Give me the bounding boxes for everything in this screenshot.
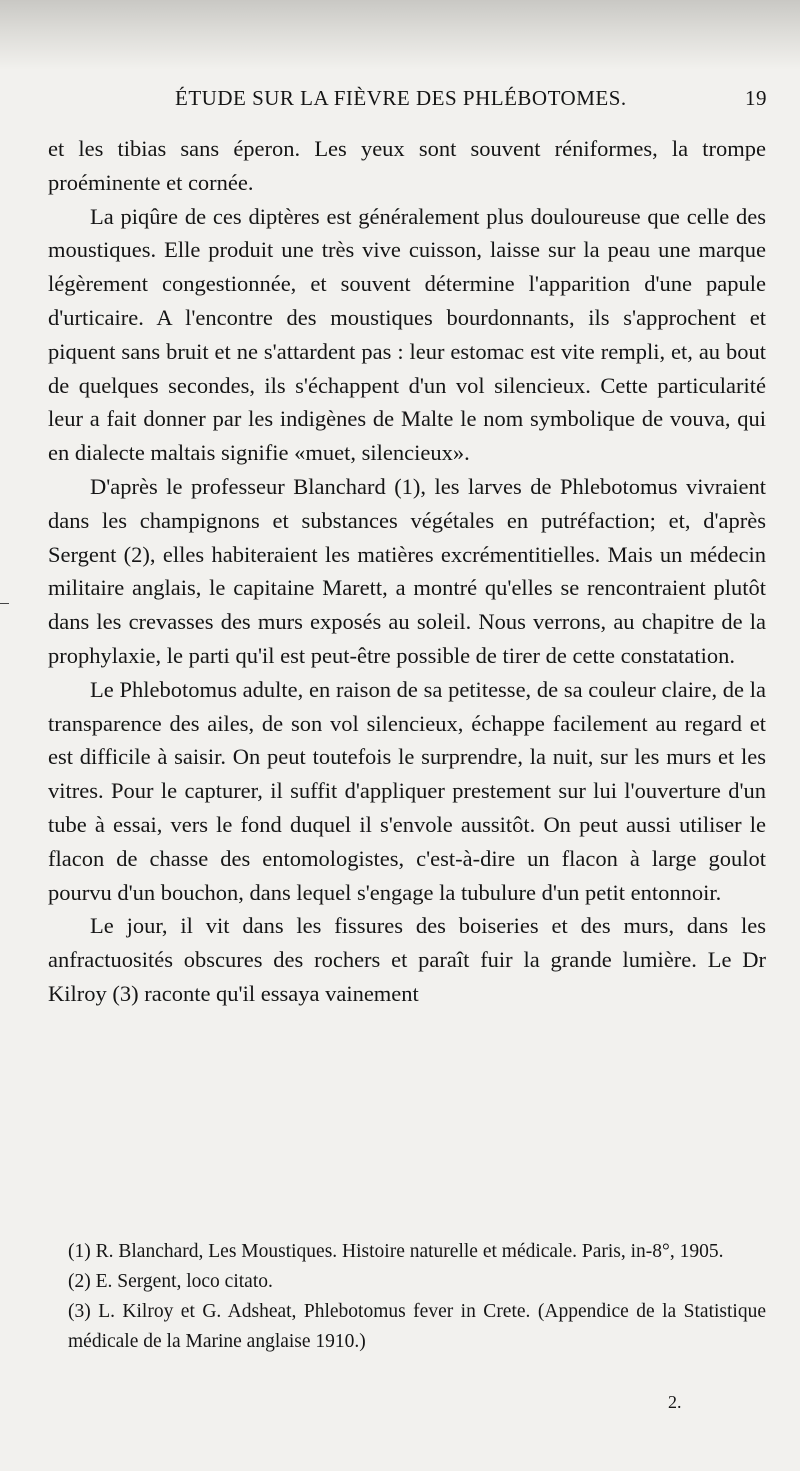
footnote-3: (3) L. Kilroy et G. Adsheat, Phlebotomus fever in Crete. (Appendice de la Statistique médicale de la Marine anglaise 1910.)	[68, 1301, 766, 1352]
running-title: ÉTUDE SUR LA FIÈVRE DES PHLÉBOTOMES.	[175, 86, 627, 110]
paragraph-4: Le Phlebotomus adulte, en raison de sa petitesse, de sa couleur claire, de la transparence des ailes, de son vol silencieux, échappe facilement au regard et est difficile à saisir. On peut toutefois le surprendre, la nuit, sur les murs et les vitres. Pour le capturer, il suffit d'appliquer prestement sur lui l'ouverture d'un tube à essai, vers le fond duquel il s'envole aussitôt. On peut aussi utiliser le flacon de chasse des entomologistes, c'est-à-dire un flacon à large goulot pourvu d'un bouchon, dans lequel s'engage la tubulure d'un petit entonnoir.	[48, 676, 766, 905]
paragraph-5: Le jour, il vit dans les fissures des boiseries et des murs, dans les anfractuosités obscures des rochers et paraît fuir la grande lumière. Le Dr Kilroy (3) raconte qu'il essaya vainement	[48, 913, 766, 1006]
footnote-2: (2) E. Sergent, loco citato.	[68, 1271, 273, 1292]
scan-shadow	[0, 0, 800, 70]
footnote-1: (1) R. Blanchard, Les Moustiques. Histoire naturelle et médicale. Paris, in-8°, 1905.	[68, 1241, 724, 1262]
running-header	[0, 86, 800, 116]
paragraph-2: La piqûre de ces diptères est généralement plus douloureuse que celle des moustiques. Elle produit une très vive cuisson, laisse sur la peau une marque légèrement congestionnée, et souvent détermine l'apparition d'une papule d'urticaire. A l'encontre des moustiques bourdonnants, ils s'approchent et piquent sans bruit et ne s'attardent pas : leur estomac est vite rempli, et, au bout de quelques secondes, ils s'échappent d'un vol silencieux. Cette particularité leur a fait donner par les indigènes de Malte le nom symbolique de vouva, qui en dialecte maltais signifie «muet, silencieux».	[48, 203, 766, 466]
main-text	[48, 132, 766, 1011]
paragraph-3: D'après le professeur Blanchard (1), les larves de Phlebotomus vivraient dans les champignons et substances végétales en putréfaction; et, d'après Sergent (2), elles habiteraient les matières excrémentitielles. Mais un médecin militaire anglais, le capitaine Marett, a montré qu'elles se rencontraient plutôt dans les crevasses des murs exposés au soleil. Nous verrons, au chapitre de la prophylaxie, le parti qu'il est peut-être possible de tirer de cette constatation.	[48, 473, 766, 668]
paragraph-1: et les tibias sans éperon. Les yeux sont souvent réniformes, la trompe proéminente et cornée.	[48, 136, 766, 195]
signature-mark: 2.	[668, 1392, 682, 1412]
page-number: 19	[745, 86, 767, 110]
margin-mark	[0, 603, 9, 604]
footnotes	[48, 1237, 766, 1357]
